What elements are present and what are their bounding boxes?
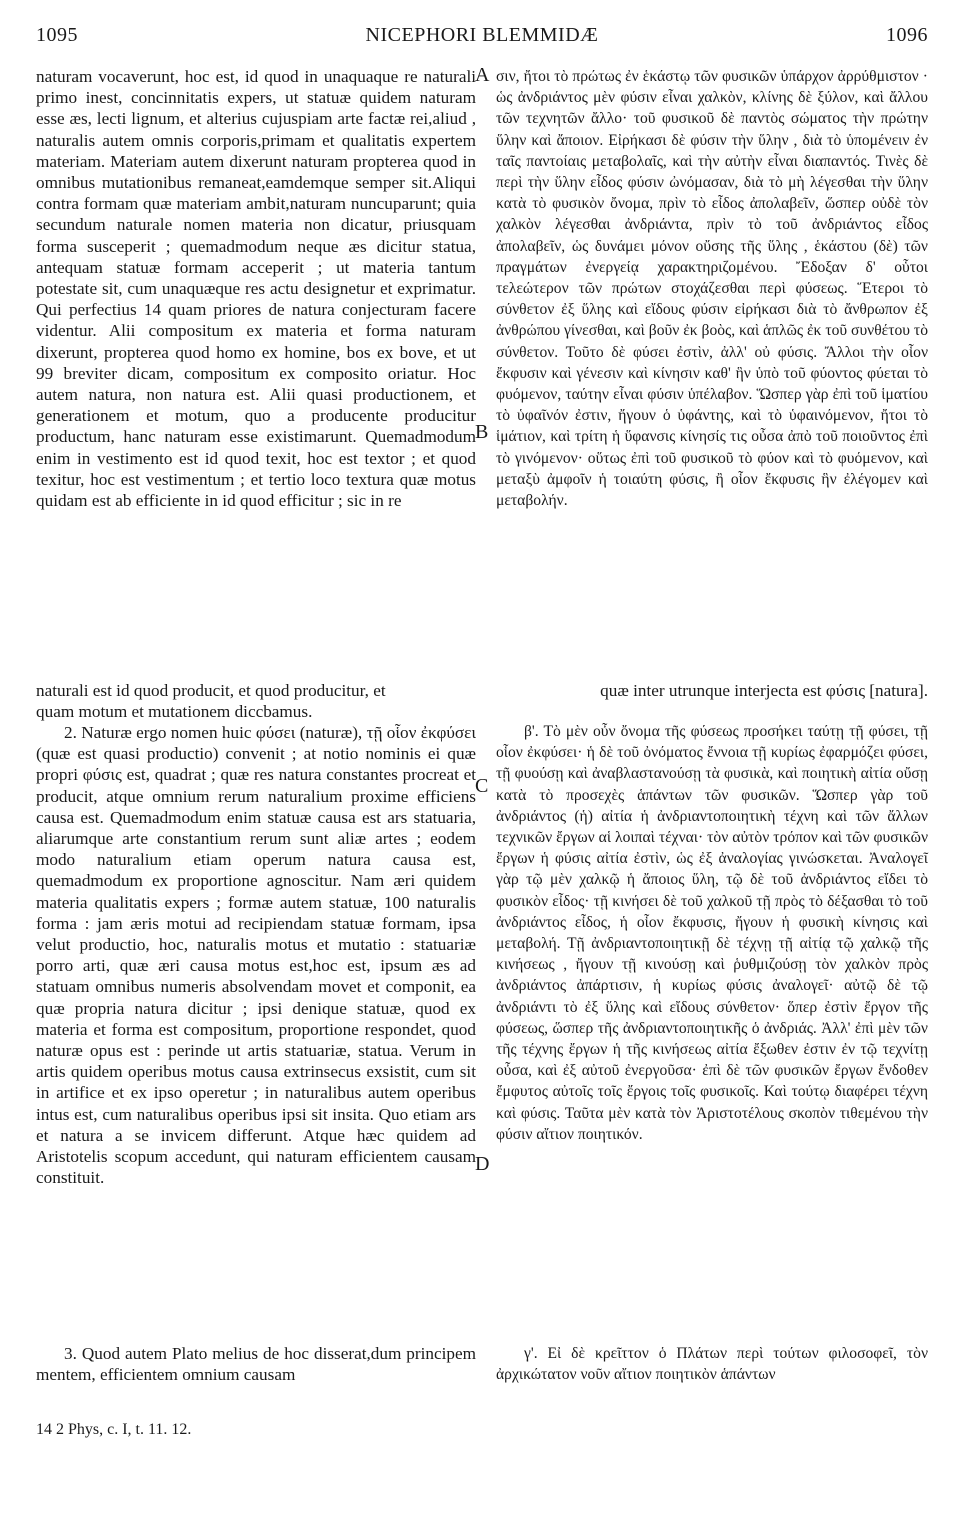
left-page-number: 1095 [36, 24, 78, 46]
page-header [36, 12, 928, 48]
greek-paragraph-2: β'. Τὸ μὲν οὖν ὄνομα τῆς φύσεως προσήκει ταύτῃ τῇ φύσει, τῇ οἷον ἐκφύσει· ἡ δὲ τοῦ ὀνόματος ἔννοια τῇ κυρίως ἐφαρμόζει φύσει, τῇ φυούσῃ καὶ ἀναβλαστανούσῃ τὰ φυσικὰ, καὶ ποιητικὴ αἰτία οὔσῃ κατὰ τὸ προσεχὲς ἁπάντων τῶν φυσικῶν. Ὥσπερ γὰρ τοῦ ἀνδριάντος (ἡ) αἰτία ἡ ἀνδριαντοποιητικὴ τέχνη καὶ τῶν ἄλλων τεχνικῶν ἔργων αἱ λοιπαὶ τέχναι· τὸν αὐτὸν τρόπον καὶ τῶν φυσικῶν ἔργων ἡ φύσις αἰτία ἐστὶν, ὡς ἐξ ἀναλογίας γινώσκεται. Ἀναλογεῖ γὰρ τῷ μὲν χαλκῷ ἡ ἄποιος ὕλη, τῷ δὲ τοῦ ἀνδριάντος εἴδει τὸ φυσικὸν εἶδος· τῇ κινήσει δὲ τοῦ χαλκοῦ τῇ πρὸς τὸ δέξασθαι τὸ τοῦ ἀνδριάντος εἶδος, ἡ οἷον ἔκφυσις, ἤγουν ἡ φυσικὴ κίνησις καὶ μεταβολή. Τῇ ἀνδριαντοποιητικῇ δὲ τέχνῃ τῇ αἰτίᾳ τῷ χαλκῷ τῆς κινήσεως , ἤγουν τῇ κινούσῃ καὶ ῥυθμιζούσῃ τὸν χαλκὸν πρὸς ἀνδριάντος ἀπάρτισιν, ἡ κυρίως φύσις ἀναλογεῖ· αὐτῷ δὲ τῷ ἀνδριάντι τὸ ἐξ ὕλης καὶ εἴδους σύνθετον· ὅπερ ἐστὶν ἔργον τῆς φύσεως, ὥσπερ τῆς ἀνδριαντοποιητικῆς ὁ ἀνδριάς. Ἀλλ' ἐπὶ μὲν τῶν τῆς τέχνης ἔργων ἡ τῆς κινήσεως αἰτία ἔξωθεν ἐστιν ἐν τῷ τεχνίτῃ οὖσα, καὶ ἐξ αὐτοῦ ἐνεργοῦσα· ἐπὶ δὲ τῶν φυσικῶν ἔργων ἔνδοθεν ἔμφυτος αὐτοῖς τοῖς ἔργοις τοῖς φυσικοῖς. Καὶ τούτῳ διαφέρει τέχνη καὶ φύσις. Ταῦτα μὲν κατὰ τὸν Ἀριστοτέλους σκοπὸν τιθεμένου τὴν φύσιν αἴτιον ποιητικόν. [496, 723, 928, 1143]
latin-column-block-2 [36, 722, 476, 1188]
margin-letter-c: C [475, 775, 489, 797]
running-title: NICEPHORI BLEMMIDÆ [365, 24, 599, 46]
latin-column-block-3 [36, 1343, 476, 1385]
right-page-number: 1096 [886, 24, 928, 46]
greek-column-block-2 [496, 721, 928, 1145]
spanning-line-left: naturali est id quod producit, et quod producitur, et [36, 681, 386, 700]
greek-paragraph-3: γ'. Εἰ δὲ κρεῖττον ὁ Πλάτων περὶ τούτων φιλοσοφεῖ, τὸν ἀρχικώτατον νοῦν αἴτιον ποιητικὸν ἁπάντων [496, 1345, 928, 1384]
margin-letter-b: B [475, 421, 489, 443]
latin-paragraph-1-end: quam motum et mutationem diccbamus. [36, 702, 313, 721]
latin-paragraph-1: naturam vocaverunt, hoc est, id quod in unaquaque re naturali primo inest, concinnitatis expers, ut statuæ quidem naturam esse æs, lecti lignum, et alterius cujuspiam arte factæ rei,aliud , naturalis autem omnis corporis,primam et qualitatis expertem materiam. Materiam autem dixerunt naturam propterea quod in omnibus mutationibus remaneat,eamdemque semper sit.Aliqui contra formam quæ materiam ambit,naturam nuncuparunt; quia secundum naturale nomen materia non dicatur, priusquam forma susceperit ; quemadmodum neque æs dicitur statua, antequam statuæ formam acceperit ; ut materia tantum potestate sit, cum unaquæque res actu designetur et exprimatur. Qui perfectius 14 quam priores de natura conjecturam facere videntur. Alii compositum ex materia et forma naturam dixerunt, propterea quod homo ex homine, bos ex bove, et ut 99 breviter dicam, compositum ex composito oriatur. Hoc autem natura, non natura est. Alii quasi productionem, et generationem et motum, quo a producente producitur productum, hanc naturam esse existimarunt. Quemadmodum enim in vestimento est id quod texit, hoc est textor ; et quod texitur, hoc est vestimentum ; et tertio loco textura quæ motus quidam est ab efficiente in id quod efficitur ; sic in re [36, 67, 476, 511]
margin-letter-d: D [475, 1153, 490, 1175]
latin-column-block-1 [36, 66, 476, 511]
greek-paragraph-1: σιν, ἤτοι τὸ πρώτως ἐν ἑκάστῳ τῶν φυσικῶν ὑπάρχον ἀρρύθμιστον · ὡς ἀνδριάντος μὲν φύσιν εἶναι χαλκὸν, κλίνης δὲ ξύλον, καὶ ἄλλου τῶν τεχνητῶν ἄλλο· τοῦ φυσικοῦ δὲ παντὸς σώματος τὴν πρώτην ὕλην καὶ ἄποιον. Εἰρήκασι δὲ φύσιν τὴν ὕλην , διὰ τὸ ὑπομένειν ἐν ταῖς παντοίαις μεταβολαῖς, καὶ τὴν αὐτὴν εἶναι διαπαντός. Τινὲς δὲ περὶ τὴν ὕλην εἶδος φύσιν ὠνόμασαν, διὰ τὸ μὴ λέγεσθαι τὴν ὕλην κατὰ τὸ φυσικὸν ὄνομα, πρὶν τὸ εἶδος ἀπολαβεῖν, ὥσπερ οὐδὲ τὸν χαλκὸν λέγεσθαι ἀνδριάντα, πρὶν τὸ τοῦ ἀνδριάντος εἶδος ἀπολαβεῖν, ὡς δυνάμει μόνον οὔσης τῆς ὕλης , ἑκάστου (δὲ) τῶν πραγμάτων ἐνεργείᾳ χαρακτηριζομένου. Ἔδοξαν δ' οὗτοι τελεώτερον τῶν πρώτων στοχάζεσθαι περὶ φύσεως. Ἕτεροι τὸ σύνθετον ἐξ ὕλης καὶ εἴδους φύσιν εἰρήκασι διὰ τὸ ἄνθρωπον ἐξ ἀνθρώπου γίνεσθαι, καὶ βοῦν ἐκ βοὸς, καὶ ἁπλῶς ἐκ τοῦ συνθέτου τὸ σύνθετον. Τοῦτο δὲ φύσει ἐστὶν, ἀλλ' οὐ φύσις. Ἄλλοι τὴν οἷον ἔκφυσιν καὶ γένεσιν καὶ κίνησιν καθ' ἣν ὑπὸ τοῦ φύοντος φύεται τὸ φυόμενον, ταύτην εἶναι φύσιν ὑπέλαβον. Ὥσπερ γὰρ ἐπὶ τοῦ ἱματίου τὸ ὑφαῖνόν ἐστιν, ἤγουν ὁ ὑφάντης, καὶ τὸ ὑφαινόμενον, ἤτοι τὸ ἱμάτιον, καὶ τρίτη ἡ ὕφανσις κίνησίς τις οὖσα ἀπὸ τοῦ ποιοῦντος ἐπὶ τὸ γινόμενον· οὕτως ἐπὶ τοῦ φυσικοῦ τὸ φύον καὶ τὸ φυόμενον, καὶ μεταξὺ ἀμφοῖν ἡ τοιαύτη φύσις, ἢ οἷον ἔκφυσις ἣν ἐλέγομεν καὶ μεταβολήν. [496, 68, 928, 510]
margin-letter-a: A [475, 64, 490, 86]
footnote: 14 2 Phys, c. I, t. 11. 12. [36, 1421, 192, 1438]
spanning-line-right: quæ inter utrunque interjecta est φύσις [natura]. [600, 681, 928, 700]
greek-column-block-1 [496, 66, 928, 511]
latin-paragraph-3: 3. Quod autem Plato melius de hoc disserat,dum principem mentem, efficientem omnium causam [36, 1344, 476, 1385]
greek-column-block-3 [496, 1343, 928, 1385]
latin-paragraph-2: 2. Naturæ ergo nomen huic φύσει (naturæ), τῇ οἷον ἐκφύσει (quæ est quasi productio) convenit ; at notio nominis ei quæ propri φύσις est, quadrat ; quæ res natura constantes procreat et producit, atque omnium rerum naturalium proxime efficiens causa est. Quemadmodum enim statuæ causa est ars statuaria, aliarumque arte constantium rerum sunt aliæ artes ; eodem modo naturalium etiam operum natura causa est, quemadmodum ex proportione agnoscitur. Nam æri quidem materia qualitatis expers ; formæ autem statuæ, 100 naturalis forma : jam æris motui ad recipiendam statuæ formam, ipsa velut productio, hoc, naturalis motus et mutatio : statuariæ porro arti, quæ æri causa motus est,hoc est, ipsum æs ad statuam omnibus numeris absolvendam movet et componit, ea quæ propria natura dicitur ; ipsi denique statuæ, quod ex materia et forma est compositum, proportione respondet, quod naturæ opus est : perinde ut artis statuariæ, statua. Verum in artis quidem operibus motus causa extrinsecus exsistit, cum sit in artifice et ex ipso operetur ; in naturalibus autem operibus intus est, cum naturalibus operibus ipsi sit insita. Quo etiam ars et natura a se invicem differunt. Atque hæc quidem ad Aristotelis scopum accedunt, qui naturam efficientem causam constituit. [36, 723, 476, 1188]
spanning-line [36, 680, 928, 701]
latin-paragraph-1-end-block [36, 701, 476, 722]
